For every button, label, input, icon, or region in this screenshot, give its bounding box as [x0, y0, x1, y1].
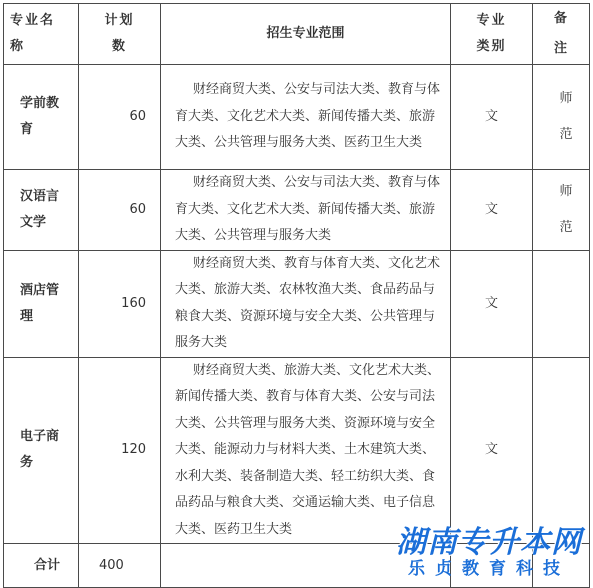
note-cell: 师范 — [533, 170, 590, 251]
category-cell: 文 — [451, 65, 533, 170]
watermark-title: 湖南专升本网 — [396, 525, 582, 560]
note-cell: 师范 — [533, 65, 590, 170]
category-cell: 文 — [451, 250, 533, 357]
major-name-cell: 汉语言文学 — [4, 170, 79, 251]
table-row — [4, 65, 590, 170]
scope-cell: 财经商贸大类、教育与体育大类、文化艺术大类、旅游大类、农林牧渔大类、食品药品与粮食大类、资源环境与安全大类、公共管理与服务大类 — [161, 250, 451, 357]
major-name-cell: 酒店管理 — [4, 250, 79, 357]
plan-count-cell: 60 — [79, 170, 161, 251]
plan-count-cell: 120 — [79, 357, 161, 544]
watermark-subtitle: 乐贞教育科技 — [408, 559, 570, 579]
header-plan-count: 计划数 — [79, 4, 161, 65]
header-note: 备注 — [533, 4, 590, 65]
table-header-row — [4, 4, 590, 65]
category-cell: 文 — [451, 170, 533, 251]
site-watermark — [391, 526, 587, 578]
header-category: 专业类别 — [451, 4, 533, 65]
scope-cell: 财经商贸大类、公安与司法大类、教育与体育大类、文化艺术大类、新闻传播大类、旅游大类、公共管理与服务大类 — [161, 170, 451, 251]
table-row — [4, 250, 590, 357]
plan-count-cell: 60 — [79, 65, 161, 170]
enrollment-plan-table — [3, 3, 590, 588]
total-plan-cell: 400 — [79, 544, 161, 588]
category-cell: 文 — [451, 357, 533, 544]
major-name-cell: 学前教育 — [4, 65, 79, 170]
plan-count-cell: 160 — [79, 250, 161, 357]
note-cell — [533, 250, 590, 357]
major-name-cell: 电子商务 — [4, 357, 79, 544]
scope-cell: 财经商贸大类、旅游大类、文化艺术大类、新闻传播大类、教育与体育大类、公安与司法大类、公共管理与服务大类、资源环境与安全大类、能源动力与材料大类、土木建筑大类、水利大类、装备制造大类、轻工纺织大类、食品药品与粮食大类、交通运输大类、电子信息大类、医药卫生大类 — [161, 357, 451, 544]
total-label-cell: 合计 — [4, 544, 79, 588]
table-row — [4, 357, 590, 544]
note-cell — [533, 357, 590, 544]
header-major-name: 专业名称 — [4, 4, 79, 65]
table-row — [4, 170, 590, 251]
header-scope: 招生专业范围 — [161, 4, 451, 65]
scope-cell: 财经商贸大类、公安与司法大类、教育与体育大类、文化艺术大类、新闻传播大类、旅游大类、公共管理与服务大类、医药卫生大类 — [161, 65, 451, 170]
